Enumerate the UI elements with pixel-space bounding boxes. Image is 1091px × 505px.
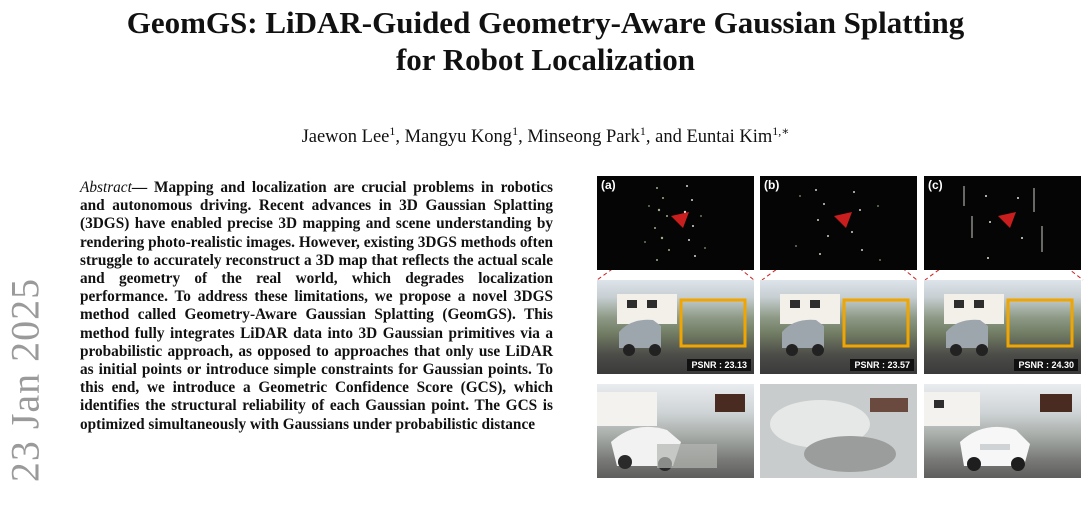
novel-view-panel-c: [924, 384, 1081, 478]
novel-view-panel-b: [760, 384, 917, 478]
psnr-badge-b: PSNR : 23.57: [850, 359, 914, 371]
psnr-badge-a: PSNR : 23.13: [687, 359, 751, 371]
figure-comparison: [597, 176, 1083, 478]
render-panel-b: [760, 280, 917, 374]
author-name: Euntai Kim: [686, 127, 773, 147]
author-separator: ,: [395, 127, 405, 147]
render-panel-a: [597, 280, 754, 374]
paper-title: [0, 4, 1091, 78]
point-cloud-image-b: [760, 176, 917, 270]
author-list: [0, 126, 1091, 148]
novel-view-image-c: [924, 384, 1081, 478]
title-line-2: for Robot Localization: [395, 42, 696, 77]
point-cloud-panel-c: [924, 176, 1081, 270]
author-affiliation-mark: 1: [389, 124, 396, 138]
author-name: Jaewon Lee: [301, 127, 390, 147]
author-separator: , and: [645, 127, 687, 147]
novel-view-image-b: [760, 384, 917, 478]
arxiv-date-stamp: [2, 265, 48, 495]
panel-label-b: (b): [764, 178, 780, 192]
author-name: Minseong Park: [527, 127, 640, 147]
camera-frustum-b: [834, 212, 852, 228]
author-affiliation-mark: 1: [639, 124, 646, 138]
arxiv-date-text: 23 Jan 2025: [2, 277, 48, 483]
render-panel-c: [924, 280, 1081, 374]
point-cloud-panel-b: [760, 176, 917, 270]
point-cloud-image-a: [597, 176, 754, 270]
abstract-paragraph: [80, 179, 553, 434]
point-cloud-image-c: [924, 176, 1081, 270]
abstract-dash: —: [131, 179, 154, 196]
camera-frustum-c: [998, 212, 1016, 228]
psnr-badge-c: PSNR : 24.30: [1014, 359, 1078, 371]
novel-view-panel-a: [597, 384, 754, 478]
panel-label-a: (a): [601, 178, 616, 192]
author-name: Mangyu Kong: [404, 127, 513, 147]
author-affiliation-mark: 1,∗: [772, 124, 790, 138]
camera-frustum-a: [671, 212, 689, 228]
panel-label-c: (c): [928, 178, 943, 192]
point-cloud-panel-a: [597, 176, 754, 270]
abstract-text: Mapping and localization are crucial problems in robotics and autonomous driving. Recent advances in 3D Gaussian Splatting (3DGS) have enabled precise 3D mapping and scene understanding by rendering photo-realistic images. However, existing 3DGS methods often struggle to accurately reconstruct a 3D map that reflects the actual scale and geometry of the real world, which degrades localization performance. To address these limitations, we propose a novel 3DGS method called Geometry-Aware Gaussian Splatting (GeomGS). This method fully integrates LiDAR data into 3D Gaussian primitives via a probabilistic approach, as opposed to approaches that only use LiDAR as initial points or introduce simple constraints for Gaussian points. To this end, we introduce a Geometric Confidence Score (GCS), which identifies the structural reliability of each Gaussian point. The GCS is optimized simultaneously with Gaussians under probabilistic distance: [80, 179, 553, 433]
author-affiliation-mark: 1: [512, 124, 519, 138]
novel-view-image-a: [597, 384, 754, 478]
abstract-label: Abstract: [80, 179, 132, 196]
title-line-1: GeomGS: LiDAR-Guided Geometry-Aware Gaussian Splatting: [126, 5, 965, 40]
author-separator: ,: [518, 127, 528, 147]
